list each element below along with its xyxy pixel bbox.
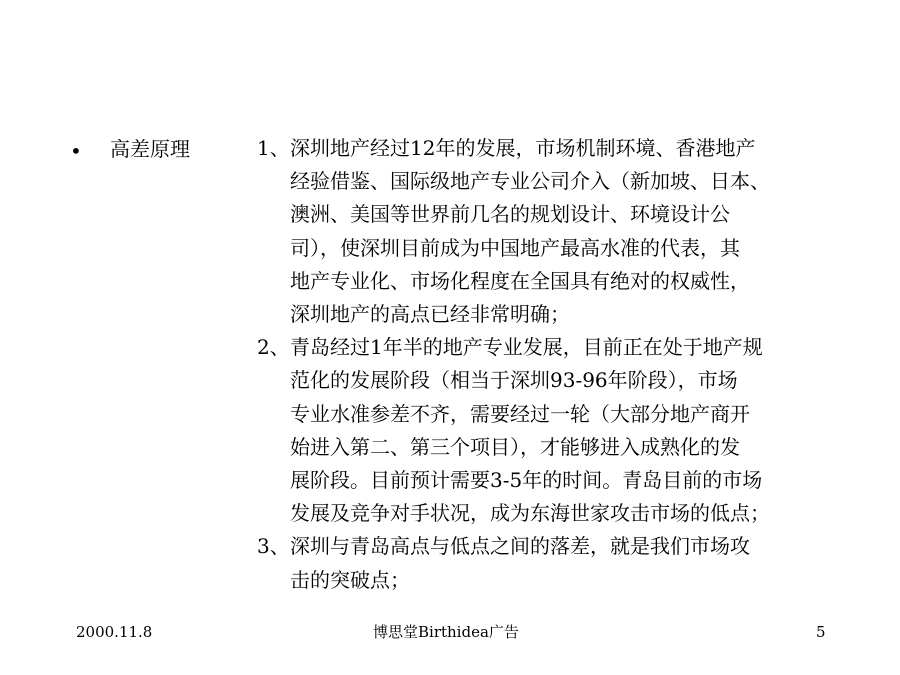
footer-date: 2000.11.8 — [76, 623, 153, 641]
point-3-number: 3、 — [257, 534, 290, 559]
point-2-line-3: 专业水准参差不齐，需要经过一轮（大部分地产商开 — [290, 401, 750, 426]
point-2-line-5: 展阶段。目前预计需要3-5年的时间。青岛目前的市场 — [290, 468, 763, 493]
point-1-line-2: 经验借鉴、国际级地产专业公司介入（新加坡、日本、 — [290, 169, 770, 194]
point-1-number: 1、 — [257, 136, 290, 160]
point-1-line-4: 司），使深圳目前成为中国地产最高水准的代表，其 — [290, 235, 740, 260]
page-number: 5 — [816, 623, 826, 641]
point-1 — [257, 132, 837, 331]
point-2-line-6: 发展及竞争对手状况，成为东海世家攻击市场的低点； — [290, 501, 770, 526]
point-2-number: 2、 — [257, 335, 290, 360]
body-text — [257, 132, 837, 597]
point-1-line-5: 地产专业化、市场化程度在全国具有绝对的权威性， — [290, 268, 750, 293]
bullet-dot: • — [70, 139, 82, 163]
point-2-line-2: 范化的发展阶段（相当于深圳93-96年阶段），市场 — [290, 368, 738, 393]
point-1-line-6: 深圳地产的高点已经非常明确； — [290, 302, 570, 327]
footer-company: 博思堂Birthidea广告 — [373, 623, 519, 641]
point-3-line-1: 3、深圳与青岛高点与低点之间的落差，就是我们市场攻 — [257, 530, 837, 563]
point-2 — [257, 331, 837, 530]
point-2-line-4: 始进入第二、第三个项目），才能够进入成熟化的发 — [290, 434, 740, 459]
point-1-line-3: 澳洲、美国等世界前几名的规划设计、环境设计公 — [290, 202, 730, 227]
point-1-line-1: 1、深圳地产经过12年的发展，市场机制环境、香港地产 — [257, 132, 837, 165]
topic-label: 高差原理 — [110, 137, 190, 161]
point-2-line-1: 2、青岛经过1年半的地产专业发展，目前正在处于地产规 — [257, 331, 837, 364]
point-3 — [257, 530, 837, 596]
point-3-line-2: 击的突破点； — [290, 567, 410, 592]
